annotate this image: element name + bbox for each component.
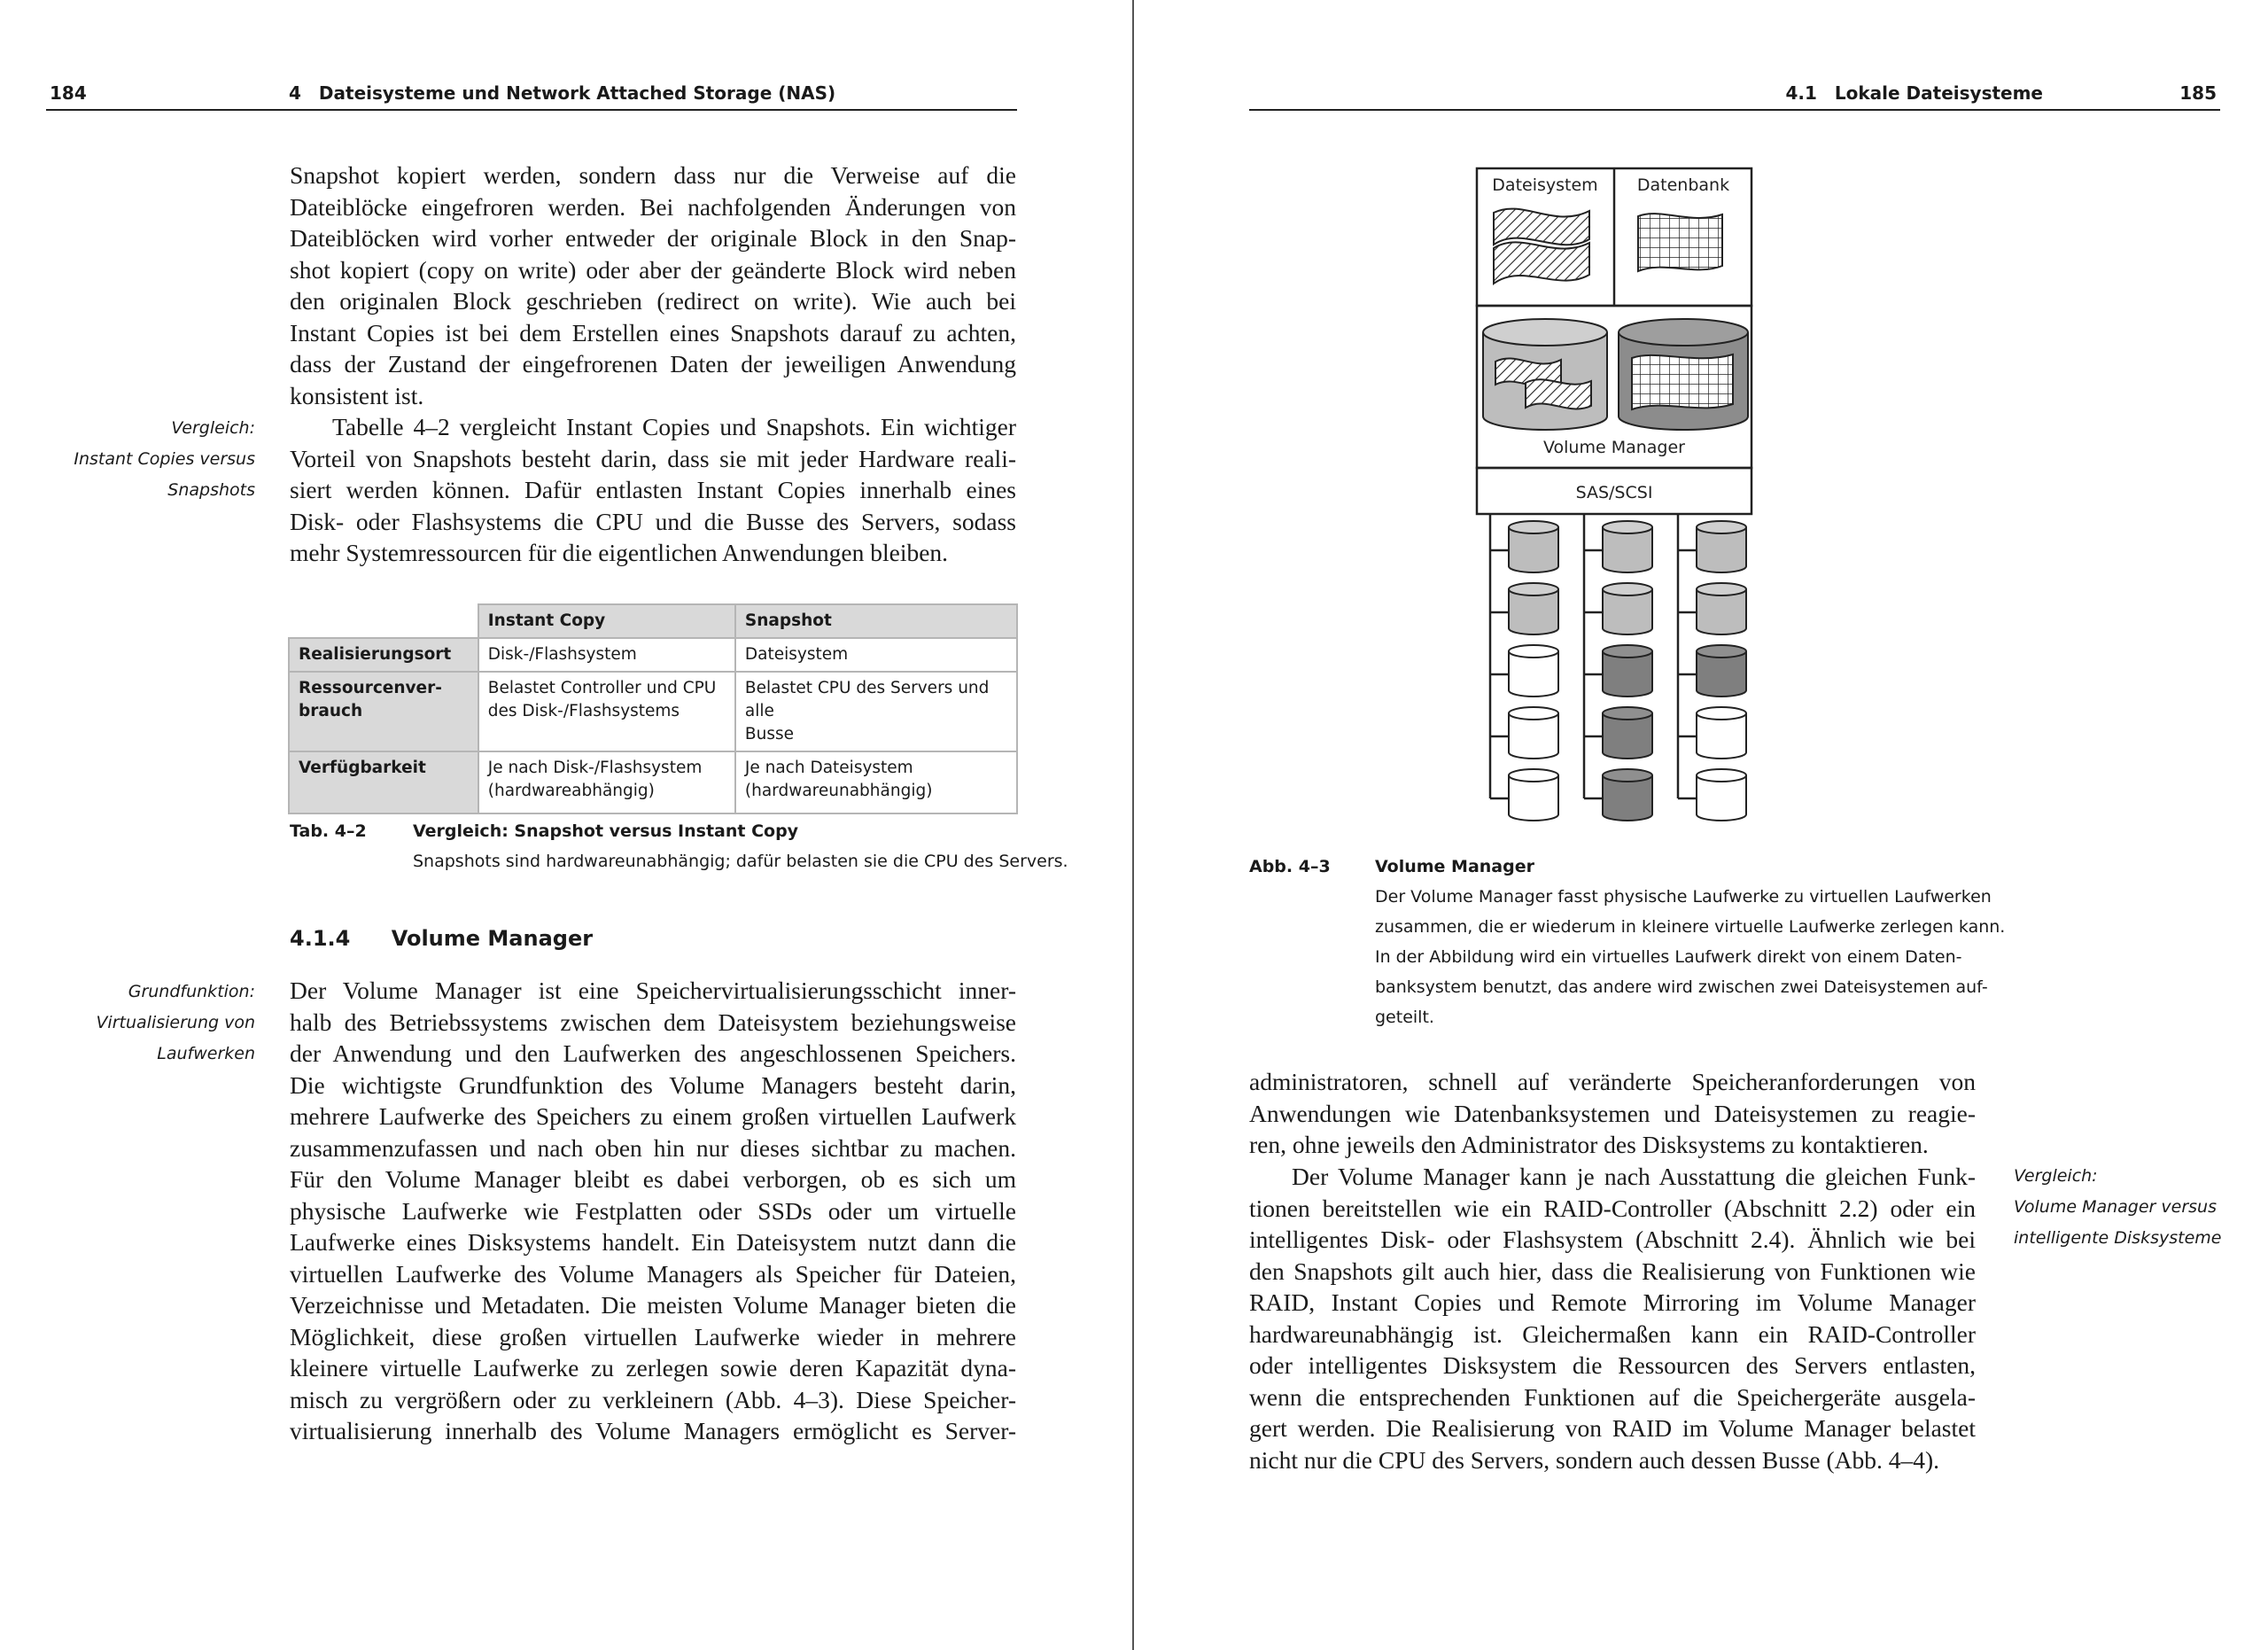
figure-caption <box>1249 854 2006 1040</box>
physical-drive-icon <box>1490 645 1558 697</box>
margin-note-line: intelligente Disksysteme <box>2014 1228 2222 1248</box>
paragraph-compare <box>290 411 1016 569</box>
text-line: Möglichkeit, diese großen virtuellen Laufwerke wieder in mehrere <box>290 1322 1016 1350</box>
margin-note-instant-copies <box>35 413 255 506</box>
left-running-head-title: 4 Dateisysteme und Network Attached Storage (NAS) <box>289 82 836 104</box>
text-line: Verzeichnisse und Metadaten. Die meisten Volume Manager bieten die <box>290 1291 1016 1319</box>
text-line: Laufwerke eines Disksystems handelt. Ein Dateisystem nutzt dann die <box>290 1228 1016 1256</box>
text-line: administratoren, schnell auf veränderte Speicheranforderungen von <box>1249 1068 1976 1095</box>
margin-note-line: Volume Manager versus <box>2014 1197 2217 1217</box>
text-line: virtualisierung innerhalb des Volume Managers ermöglicht es Server- <box>290 1417 1016 1444</box>
label-dateisystem: Dateisystem <box>1492 175 1598 195</box>
filesystem-hatched-shape <box>1494 209 1589 245</box>
volume-manager-figure <box>1474 160 1758 851</box>
text-line: tionen bereitstellen wie ein RAID-Controller (Abschnitt 2.2) oder ein <box>1249 1194 1976 1222</box>
physical-drive-icon <box>1490 769 1558 821</box>
margin-note-line: Vergleich: <box>2014 1166 2098 1186</box>
physical-drive-icon <box>1584 583 1652 634</box>
table-header-row <box>289 604 1017 638</box>
margin-note-line: Vergleich: <box>171 418 255 438</box>
figure-caption-line: zusammen, die er wiederum in kleinere virtuelle Laufwerke zerlegen kann. <box>1375 917 2006 937</box>
left-page-number: 184 <box>50 82 87 104</box>
comparison-table <box>288 603 1018 814</box>
physical-drive-icon <box>1584 707 1652 759</box>
table-cell: Belastet Controller und CPU des Disk-/Flashsystems <box>478 672 735 751</box>
text-line: ren, ohne jeweils den Administrator des Disksystems zu kontaktieren. <box>1249 1131 1929 1158</box>
physical-drives-area <box>1490 514 1746 821</box>
table-cell: Je nach Disk-/Flashsystem (hardwareabhängig) <box>478 751 735 813</box>
text-line: oder intelligentes Disksystem die Ressourcen des Servers entlasten, <box>1249 1351 1976 1379</box>
physical-drive-icon <box>1584 645 1652 697</box>
text-line: Disk- oder Flashsystems die CPU und die Busse des Servers, sodass <box>290 507 1016 535</box>
text-line: Anwendungen wie Datenbanksystemen und Dateisystemen zu reagie- <box>1249 1099 1976 1127</box>
text-line: zusammenzufassen und nach oben hin nur dieses sichtbar zu machen. <box>290 1133 1016 1162</box>
text-line: Dateiblöcke eingefroren werden. Bei nachfolgenden Änderungen von <box>290 192 1016 221</box>
margin-note-line: Virtualisierung von <box>96 1013 255 1032</box>
table-caption-label: Tab. 4–2 <box>290 821 367 841</box>
left-running-header <box>46 79 1017 111</box>
table-caption <box>290 819 1068 876</box>
label-datenbank: Datenbank <box>1636 175 1730 195</box>
virtual-disk-database <box>1619 319 1748 430</box>
physical-drive-icon <box>1678 707 1746 759</box>
table-row-label: Ressourcenver- brauch <box>289 672 478 751</box>
figure-caption-title: Volume Manager <box>1375 857 1534 876</box>
table-col-header: Snapshot <box>735 604 1017 638</box>
text-line: shot kopiert (copy on write) oder aber der geänderte Block wird neben <box>290 255 1016 284</box>
table-cell: Je nach Dateisystem (hardwareunabhängig) <box>735 751 1017 813</box>
physical-drive-icon <box>1584 521 1652 572</box>
margin-note-line: Grundfunktion: <box>128 982 255 1001</box>
text-line: der Anwendung und den Laufwerken des angeschlossenen Speichers. <box>290 1039 1016 1067</box>
margin-note-volume-manager <box>2014 1161 2253 1254</box>
text-line: siert werden können. Dafür entlasten Instant Copies innerhalb eines <box>290 476 1016 503</box>
virtual-disk-filesystem <box>1483 319 1607 430</box>
text-line: den Snapshots gilt auch hier, dass die Realisierung von Funktionen wie <box>1249 1257 1976 1285</box>
text-line: physische Laufwerke wie Festplatten oder SSDs oder um virtuelle <box>290 1196 1016 1225</box>
table-caption-title: Vergleich: Snapshot versus Instant Copy <box>413 821 799 841</box>
text-line: Für den Volume Manager bleibt es dabei verborgen, ob es sich um <box>290 1165 1016 1193</box>
physical-drive-icon <box>1678 769 1746 821</box>
physical-drive-icon <box>1678 645 1746 697</box>
right-page-number: 185 <box>2179 82 2217 104</box>
margin-note-line: Laufwerken <box>157 1044 255 1063</box>
table-row-label: Realisierungsort <box>289 638 478 672</box>
physical-drive-icon <box>1490 707 1558 759</box>
right-page <box>1134 0 2268 1650</box>
margin-note-line: Instant Copies versus <box>74 449 255 469</box>
section-title: Volume Manager <box>391 926 594 951</box>
right-running-head-title: 4.1 Lokale Dateisysteme <box>1785 82 2043 104</box>
text-line: mehr Systemressourcen für die eigentlichen Anwendungen bleiben. <box>290 539 949 566</box>
text-line: Tabelle 4–2 vergleicht Instant Copies und Snapshots. Ein wichtiger <box>332 413 1016 440</box>
text-line: Dateiblöcken wird vorher entweder der originale Block in den Snap- <box>290 224 1016 252</box>
text-line: hardwareunabhängig ist. Gleichermaßen kann ein RAID-Controller <box>1249 1319 1976 1348</box>
text-line: mehrere Laufwerke des Speichers zu einem großen virtuellen Laufwerk <box>290 1102 1016 1130</box>
table-row <box>289 751 1017 813</box>
text-line: RAID, Instant Copies und Remote Mirroring im Volume Manager <box>1249 1288 1976 1316</box>
text-line: misch zu vergrößern oder zu verkleinern (Abb. 4–3). Diese Speicher- <box>290 1385 1016 1413</box>
margin-note-line: Snapshots <box>167 480 255 500</box>
table-corner-cell <box>289 604 478 638</box>
text-line: wenn die entsprechenden Funktionen auf die Speichergeräte ausgela- <box>1249 1382 1976 1411</box>
physical-drive-icon <box>1490 583 1558 634</box>
table-caption-description: Snapshots sind hardwareunabhängig; dafür belasten sie die CPU des Servers. <box>413 852 1068 871</box>
paragraph-snapshot-copy <box>290 160 1016 411</box>
label-bus: SAS/SCSI <box>1575 483 1653 502</box>
text-line: Vorteil von Snapshots besteht darin, dass sie mit jeder Hardware reali- <box>290 444 1016 472</box>
figure-caption-line: banksystem benutzt, das andere wird zwischen zwei Dateisystemen auf- <box>1375 977 1988 997</box>
text-line: Die wichtigste Grundfunktion des Volume Managers besteht darin, <box>290 1070 1016 1099</box>
text-line: nicht nur die CPU des Servers, sondern auch dessen Busse (Abb. 4–4). <box>1249 1445 1940 1474</box>
figure-caption-line: geteilt. <box>1375 1008 1434 1027</box>
section-number: 4.1.4 <box>290 926 351 951</box>
paragraph-volume-manager <box>290 975 1016 1447</box>
filesystem-hatched-shape <box>1494 242 1589 284</box>
text-line: Snapshot kopiert werden, sondern dass nur die Verweise auf die <box>290 161 1016 189</box>
table-row-label: Verfügbarkeit <box>289 751 478 813</box>
table-cell: Disk-/Flashsystem <box>478 638 735 672</box>
physical-drive-icon <box>1678 521 1746 572</box>
paragraph-raid <box>1249 1161 1976 1475</box>
physical-drive-icon <box>1490 521 1558 572</box>
table-cell: Belastet CPU des Servers und alle Busse <box>735 672 1017 751</box>
text-line: gert werden. Die Realisierung von RAID im Volume Manager belastet <box>1249 1414 1976 1442</box>
text-line: Der Volume Manager ist eine Speichervirtualisierungsschicht inner- <box>290 977 1016 1004</box>
table-cell: Dateisystem <box>735 638 1017 672</box>
section-heading <box>290 926 593 951</box>
text-line: konsistent ist. <box>290 381 424 409</box>
text-line: den originalen Block geschrieben (redirect on write). Wie auch bei <box>290 287 1016 315</box>
text-line: dass der Zustand der eingefrorenen Daten der jeweiligen Anwendung <box>290 350 1016 377</box>
figure-caption-line: Der Volume Manager fasst physische Laufwerke zu virtuellen Laufwerken <box>1375 887 1992 907</box>
table-row <box>289 638 1017 672</box>
right-running-header <box>1249 79 2220 111</box>
paragraph-continuation <box>1249 1066 1976 1161</box>
figure-caption-label: Abb. 4–3 <box>1249 857 1331 876</box>
database-grid-shape <box>1638 214 1722 271</box>
table-col-header: Instant Copy <box>478 604 735 638</box>
physical-drive-icon <box>1678 583 1746 634</box>
text-line: intelligentes Disk- oder Flashsystem (Abschnitt 2.4). Ähnlich wie bei <box>1249 1226 1976 1253</box>
text-line: halb des Betriebssystems zwischen dem Dateisystem beziehungsweise <box>290 1008 1016 1036</box>
physical-drive-icon <box>1584 769 1652 821</box>
margin-note-grundfunktion <box>35 977 255 1070</box>
text-line: Der Volume Manager kann je nach Ausstattung die gleichen Funk- <box>1292 1163 1976 1190</box>
text-line: Instant Copies ist bei dem Erstellen eines Snapshots darauf zu achten, <box>290 318 1016 346</box>
table-row <box>289 672 1017 751</box>
label-volume-manager: Volume Manager <box>1543 438 1685 457</box>
figure-caption-line: In der Abbildung wird ein virtuelles Laufwerk direkt von einem Daten- <box>1375 947 1962 967</box>
text-line: virtuellen Laufwerke des Volume Managers als Speicher für Dateien, <box>290 1259 1016 1288</box>
text-line: kleinere virtuelle Laufwerke zu zerlegen sowie deren Kapazität dyna- <box>290 1354 1016 1381</box>
